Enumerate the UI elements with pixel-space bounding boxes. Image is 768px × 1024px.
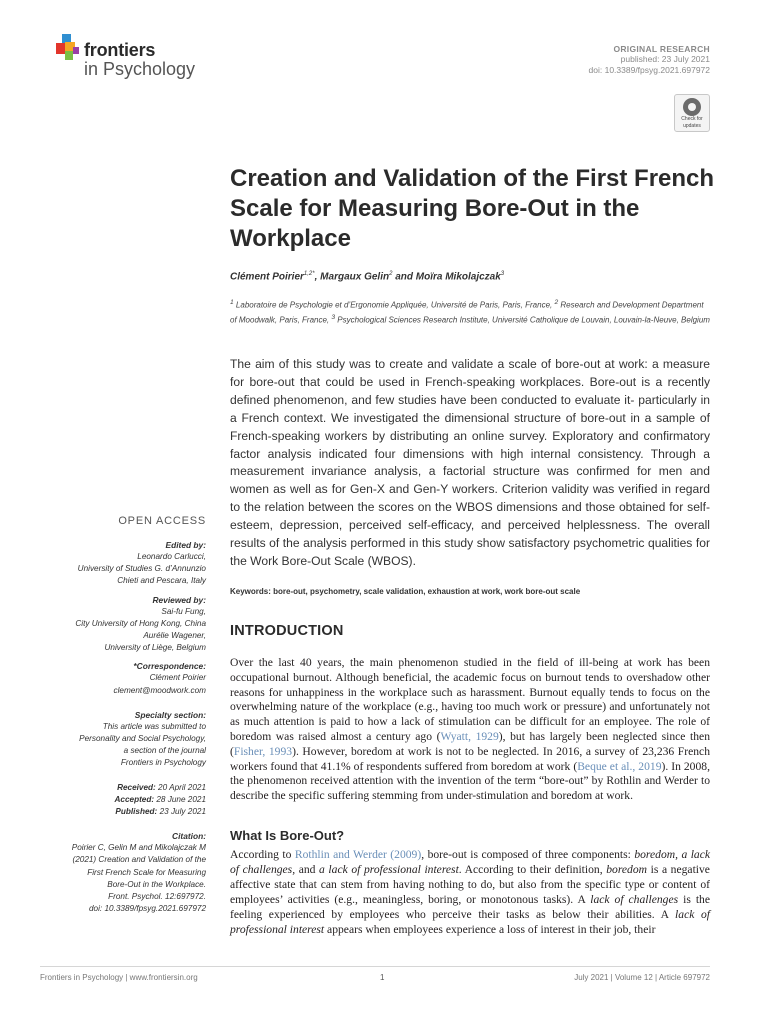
body-text: . According to their definition, — [458, 863, 607, 877]
journal-logo[interactable] — [56, 34, 206, 84]
check-for-updates-label-2: updates — [683, 122, 701, 129]
editor-line: University of Studies G. d’Annunzio — [77, 564, 206, 574]
affiliation-text: Research and Development Department of Moodwalk, Paris, France, — [230, 300, 704, 325]
check-for-updates-label-1: Check for — [681, 116, 703, 122]
body-text: According to — [230, 848, 295, 861]
reviewer-line: Sai-fu Fung, — [161, 606, 206, 616]
article-type: ORIGINAL RESEARCH — [613, 44, 710, 54]
edited-by-label: Edited by: — [165, 540, 206, 550]
italic-term: lack of professional interest — [230, 908, 710, 937]
italic-term: boredom, a lack of challenges, — [230, 848, 711, 877]
citation-link[interactable]: Wyatt, 1929 — [440, 729, 499, 743]
published-date-sidebar — [40, 806, 206, 818]
bore-out-paragraph — [230, 847, 710, 938]
received-date — [40, 782, 206, 794]
reviewer-line: City University of Hong Kong, China — [75, 618, 206, 628]
reviewed-by-label: Reviewed by: — [152, 594, 206, 605]
introduction-heading: INTRODUCTION — [230, 623, 344, 639]
affiliation-mark: 2 — [554, 299, 559, 306]
body-text: , bore-out is composed of three components: — [421, 848, 635, 861]
article-info-sidebar — [40, 515, 206, 915]
italic-term: boredom — [606, 863, 648, 877]
received-label: Received: — [117, 782, 156, 792]
author-name[interactable]: Margaux Gelin — [320, 271, 390, 283]
citation-line: Poirier C, Gelin M and Mikolajczak M — [71, 843, 206, 853]
citation-link[interactable]: Fisher, 1993 — [233, 744, 293, 758]
author-name[interactable]: Clément Poirier — [230, 271, 304, 283]
citation-link[interactable]: Beque et al., 2019 — [577, 759, 662, 773]
specialty-line: a section of the journal — [123, 746, 206, 756]
affiliation-mark: 3 — [331, 314, 336, 322]
citation-link[interactable]: Rothlin and Werder (2009) — [294, 848, 422, 861]
body-text: is a negative affective state that can stem from having nothing to do, but also from the specific type or content of employees’ activities (e.g., meaningless, boring, or monotonous tasks). A — [230, 863, 710, 907]
specialty-section-label: Specialty section: — [134, 709, 206, 720]
body-text: ). In 2008, the phenomenon received attention with the invention of the term “bore-out” by Rothlin and Werder to describe the specific suffering stemming from under-stimulation and boredom at work. — [230, 759, 710, 803]
citation-line: Front. Psychol. 12:697972. — [108, 892, 206, 902]
reviewer-line: Aurélie Wagener, — [143, 631, 206, 641]
author-name[interactable]: Moïra Mikolajczak — [415, 271, 501, 283]
citation-line: Bore-Out in the Workplace. — [107, 879, 206, 889]
published-date: published: 23 July 2021 — [620, 54, 710, 64]
specialty-line: Frontiers in Psychology — [120, 758, 206, 768]
editor-line: Chieti and Pescara, Italy — [117, 576, 206, 586]
citation-label: Citation: — [172, 831, 206, 842]
body-text: Over the last 40 years, the main phenomenon studied in the field of ill-being at work has been occupational burnout. Although beneficial, the academic focus on burnout tends to overshadow other reasons for unhappiness in the workplace such as harassment. Burnout equally tends to focus on the overwhelming nature of the workplace (e.g., having too much work or pressure) and unfortunately not as much attention is paid to how a lack of stimulation can be difficult for an employee. The role of boredom was raised almost a century ago ( — [230, 656, 710, 743]
reviewer-line: University of Liège, Belgium — [104, 643, 206, 653]
author-separator: and — [392, 271, 416, 283]
citation-line: (2021) Creation and Validation of the — [72, 855, 206, 865]
article-title: Creation and Validation of the First French Scale for Measuring Bore-Out in the Workplace — [230, 165, 715, 252]
keywords: Keywords: bore-out, psychometry, scale validation, exhaustion at work, work bore-out scale — [230, 587, 581, 596]
specialty-line: Personality and Social Psychology, — [79, 734, 206, 744]
citation-line: First French Scale for Measuring — [87, 867, 206, 877]
page-number: 1 — [380, 973, 385, 982]
abstract: The aim of this study was to create and validate a scale of bore-out at work: a measure for bore-out that could be used in French-speaking workplaces. Bore-out is a recently defined phenomenon, and few studies have been conducted to evaluate it- particularly in a French context. We investigated the dimensional structure of bore-out in a sample of French-speaking workers by distributing an online survey. Exploratory and confirmatory factor analysis indicated four dimensions with high internal consistency. Through a measurement invariance analysis, a factorial structure was confirmed for men and women as well as for Gen-X and Gen-Y workers. Criterion validity was verified in regard to the relation between the scores on the WBOS dimensions and those obtained for self-esteem, depression, perceived self-efficacy, and perceived helplessness. The overall results of the analysis performed in this study show satisfactory psychometric qualities for the Work Bore-Out Scale (WBOS). — [230, 357, 710, 568]
published-value: 23 July 2021 — [159, 807, 206, 817]
body-text: and — [295, 863, 320, 877]
specialty-line: This article was submitted to — [102, 721, 206, 731]
affiliations — [230, 297, 710, 327]
open-access-label: OPEN ACCESS — [118, 515, 206, 527]
footer-issue-info: July 2021 | Volume 12 | Article 697972 — [574, 973, 710, 982]
author-affiliation-mark: 3 — [500, 271, 505, 277]
body-text: appears when employees experience a loss of interest in their job, their — [324, 923, 656, 937]
body-text: ). However, boredom at work is not to be neglected. In 2016, a survey of 23,236 French workers found that 41.1% of respondents suffered from boredom at work ( — [230, 744, 710, 773]
footer-journal-link[interactable]: Frontiers in Psychology | www.frontiersin.org — [40, 973, 198, 982]
published-label: Published: — [115, 807, 158, 817]
accepted-value: 28 June 2021 — [156, 794, 206, 804]
citation-doi-link[interactable]: doi: 10.3389/fpsyg.2021.697972 — [89, 904, 206, 914]
check-for-updates-button[interactable] — [674, 94, 710, 132]
crossmark-icon — [683, 98, 701, 116]
correspondent-email-link[interactable]: clement@moodwork.com — [113, 685, 206, 695]
correspondent-name: Clément Poirier — [149, 673, 206, 683]
received-value: 20 April 2021 — [158, 782, 206, 792]
footer-divider — [40, 966, 710, 967]
author-affiliation-mark: 1,2* — [303, 271, 315, 277]
body-text: is the feeling experienced by employees who perceive their tasks as below their abilities. A — [230, 893, 710, 922]
accepted-date — [40, 794, 206, 806]
author-affiliation-mark: 2 — [389, 271, 393, 277]
article-meta — [589, 44, 710, 76]
editor-line: Leonardo Carlucci, — [137, 552, 206, 561]
correspondence-label: *Correspondence: — [133, 661, 206, 672]
italic-term: lack of challenges — [590, 893, 679, 907]
affiliation-mark: 1 — [230, 299, 234, 306]
author-separator: , — [314, 271, 321, 283]
body-text: ), but has largely been neglected since then ( — [230, 729, 710, 758]
logo-name: frontiers — [84, 40, 156, 60]
affiliation-text: Psychological Sciences Research Institute, Université Catholique de Louvain, Louvain-la-Neuve, Belgium — [335, 315, 710, 325]
author-list — [230, 271, 504, 282]
affiliation-text: Laboratoire de Psychologie et d’Ergonomie Appliquée, Université de Paris, Paris, France, — [233, 300, 555, 310]
frontiers-logo-icon — [56, 34, 80, 60]
accepted-label: Accepted: — [114, 794, 155, 804]
doi-link[interactable]: doi: 10.3389/fpsyg.2021.697972 — [588, 65, 710, 75]
introduction-paragraph — [230, 656, 710, 804]
subsection-heading: What Is Bore-Out? — [230, 828, 345, 843]
italic-term: a lack of professional interest — [319, 863, 459, 877]
logo-journal-name: in Psychology — [84, 59, 196, 79]
